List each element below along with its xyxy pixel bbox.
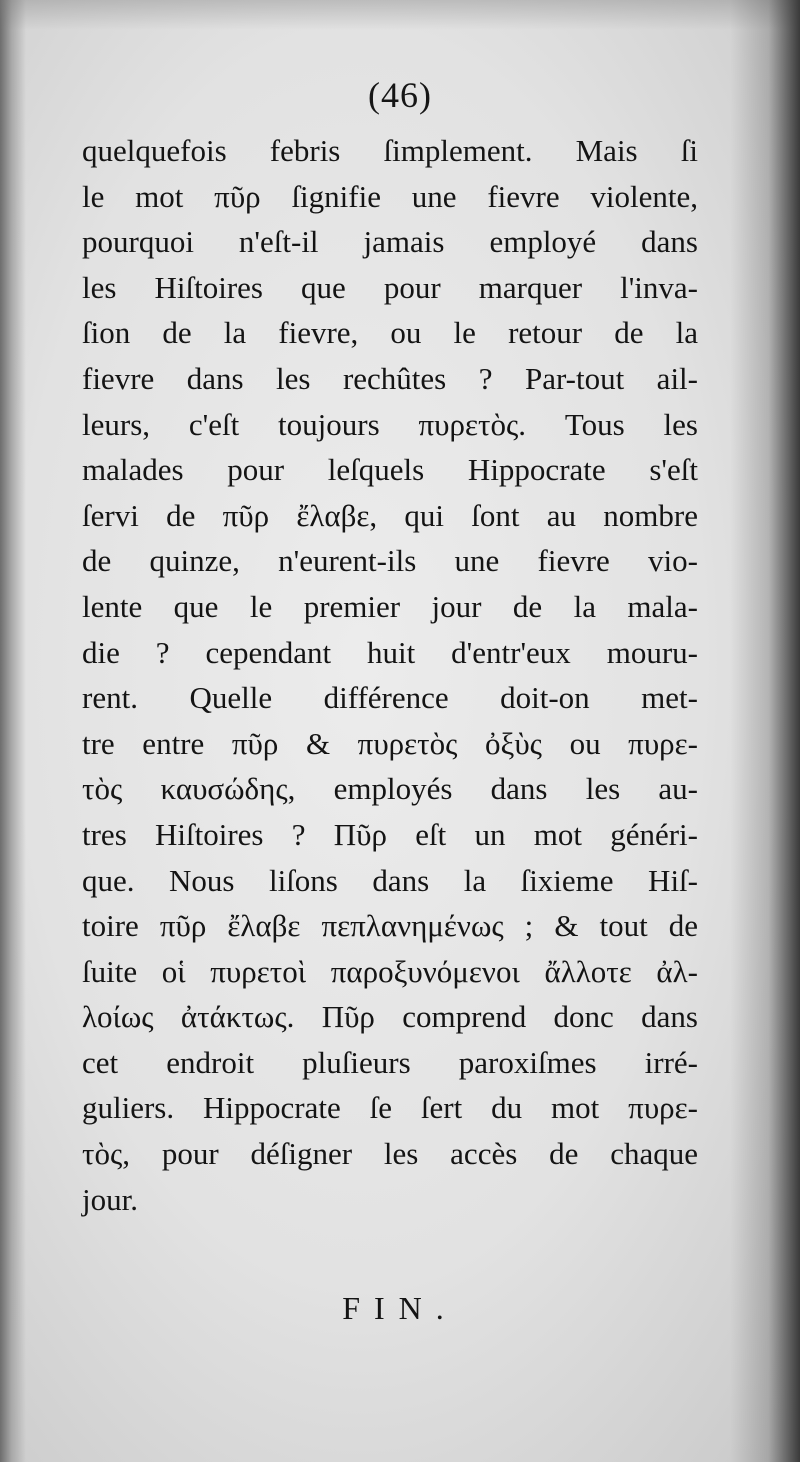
text-line-19: ſuite οἱ πυρετοὶ παροξυνόμενοι ἄλλοτε ἀλ- xyxy=(82,953,698,989)
text-line-1: quelquefois febris ſimplement. Mais ſi xyxy=(82,133,698,168)
text-line-21: cet endroit pluſieurs paroxiſmes irré- xyxy=(82,1044,698,1080)
text-line-4: les Hiſtoires que pour marquer l'inva- xyxy=(82,269,698,305)
text-line-7: leurs, c'eſt toujours πυρετὸς. Tous les xyxy=(82,406,698,442)
text-line-24: jour. xyxy=(82,1181,138,1217)
body-text xyxy=(82,128,698,1222)
text-line-3: pourquoi n'eſt-il jamais employé dans xyxy=(82,224,698,260)
text-line-2: le mot πῦρ ſignifie une fievre violente, xyxy=(82,178,698,214)
right-edge-shadow xyxy=(730,0,800,1462)
top-edge-shadow xyxy=(0,0,800,30)
text-line-11: lente que le premier jour de la mala- xyxy=(82,588,698,624)
text-line-6: fievre dans les rechûtes ? Par-tout ail- xyxy=(82,360,698,396)
text-line-12: die ? cependant huit d'entr'eux mouru- xyxy=(82,634,698,670)
text-line-9: ſervi de πῦρ ἔλαβε, qui ſont au nombre xyxy=(82,497,698,533)
page-number: (46) xyxy=(368,75,432,115)
closing-fin: FIN. xyxy=(342,1290,458,1326)
text-line-10: de quinze, n'eurent-ils une fievre vio- xyxy=(82,543,698,579)
text-line-14: tre entre πῦρ & πυρετὸς ὀξὺς ou πυρε- xyxy=(82,725,698,761)
binding-gutter-shadow xyxy=(0,0,26,1462)
text-line-5: ſion de la fievre, ou le retour de la xyxy=(82,315,698,351)
text-line-23: τὸς, pour déſigner les accès de chaque xyxy=(82,1136,698,1172)
text-line-22: guliers. Hippocrate ſe ſert du mot πυρε- xyxy=(82,1090,698,1126)
text-line-15: τὸς καυσώδης, employés dans les au- xyxy=(82,771,698,807)
text-line-17: que. Nous liſons dans la ſixieme Hiſ- xyxy=(82,862,698,898)
text-line-16: tres Hiſtoires ? Πῦρ eſt un mot généri- xyxy=(82,816,698,852)
text-line-13: rent. Quelle différence doit-on met- xyxy=(82,680,698,716)
text-line-20: λοίως ἀτάκτως. Πῦρ comprend donc dans xyxy=(82,999,698,1035)
text-line-8: malades pour leſquels Hippocrate s'eſt xyxy=(82,452,698,488)
text-line-18: toire πῦρ ἔλαβε πεπλανημένως ; & tout de xyxy=(82,908,698,944)
